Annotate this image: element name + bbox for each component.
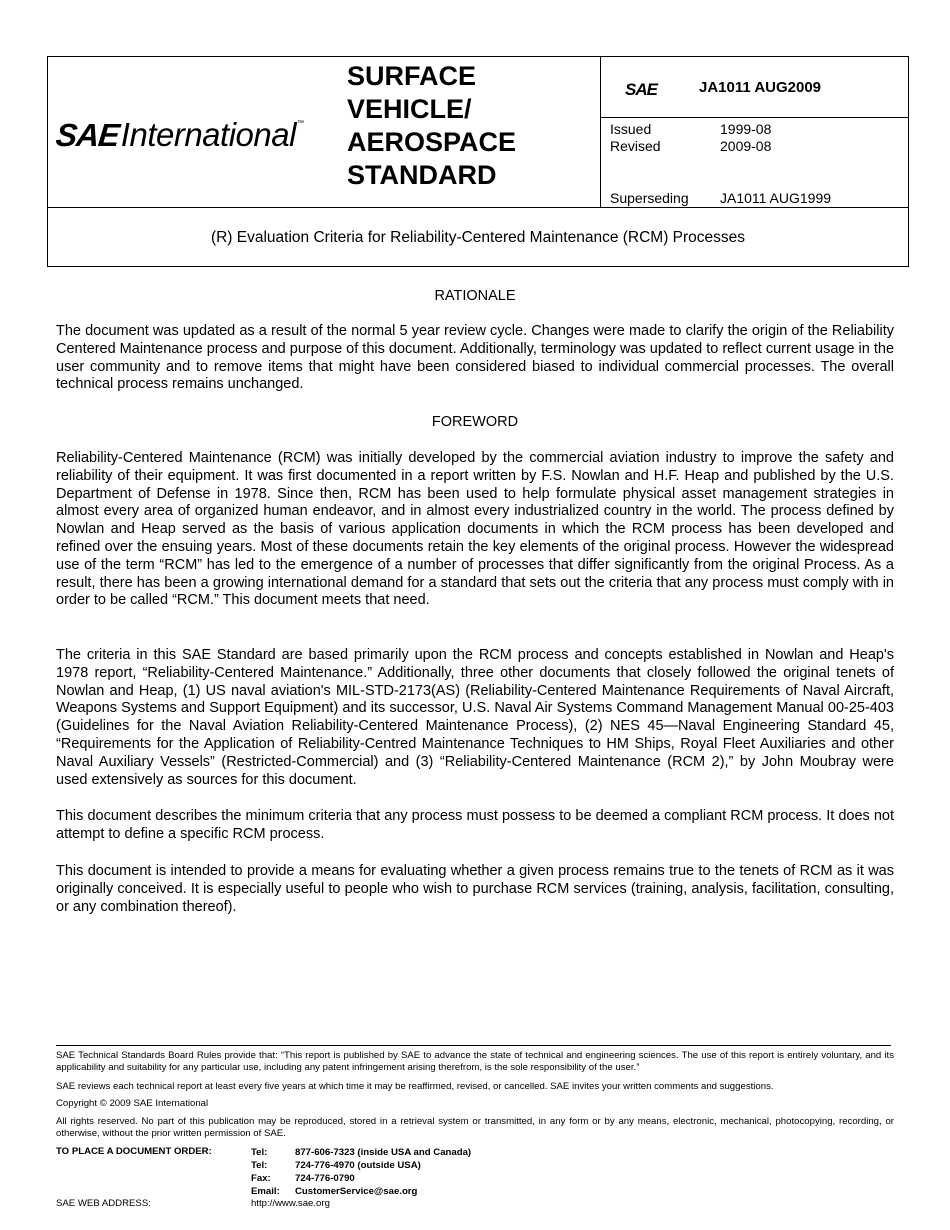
document-header [47,56,909,267]
superseding-value: JA1011 AUG1999 [720,190,832,206]
issued-row [610,121,771,138]
standard-type-line: AEROSPACE [347,127,517,157]
document-info-cell [600,57,908,208]
revised-value: 2009-08 [720,138,772,154]
contact-row [251,1172,355,1185]
web-address-label: SAE WEB ADDRESS: [56,1198,151,1209]
issued-value: 1999-08 [720,121,772,137]
foreword-paragraph: This document describes the minimum criteria that any process must possess to be deemed a compliant RCM process. It does not attempt to define a specific RCM process. [56,808,894,842]
contact-value: 724-776-4970 (outside USA) [295,1160,421,1171]
issued-label: Issued [610,121,652,137]
doc-number-row [601,57,908,118]
contact-label: Fax: [251,1173,271,1184]
standard-type-line: VEHICLE/ [347,94,472,124]
contact-row [251,1159,421,1172]
foreword-paragraph: Reliability-Centered Maintenance (RCM) was initially developed by the commercial aviation industry to improve the safety and reliability of their equipment. It was first documented in a report written by F.S. Nowlan and H.F. Heap and published by the U.S. Department of Defense in 1978. Since then, RCM has been used to help formulate physical asset management strategies in almost every area of organized human endeavor, and in almost every industrialized country in the world. The process defined by Nowlan and Heap served as the basis of various application documents in which the RCM process has been developed and refined over the ensuing years. Most of these documents retain the key elements of the original process. However the widespread use of the term “RCM” has led to the emergence of a number of processes that differ significantly from the original Process. As a result, there has been a growing international demand for a standard that sets out the criteria that any process must comply with in order to be called “RCM.” This document meets that need. [56,450,894,609]
contact-label: Email: [251,1186,280,1197]
logo-mark: SAE [54,117,121,153]
foreword-heading: FOREWORD [431,414,519,430]
contact-row [251,1185,417,1198]
rationale-paragraph: The document was updated as a result of the normal 5 year review cycle. Changes were made to clarify the origin of the Reliability Centered Maintenance process and purpose of this document. Additionally, terminology was updated to reflect current usage in the user community and to remove items that might have been considered biased to individual commercial processes. The overall technical process remains unchanged. [56,323,895,393]
contact-row [251,1146,471,1159]
header-top-row [48,57,908,208]
contact-value: 724-776-0790 [295,1173,355,1184]
standard-type-line: SURFACE [347,61,477,91]
sae-mini-logo: SAE [625,80,657,99]
logo-cell [48,57,348,208]
footer-note: SAE reviews each technical report at least every five years at which time it may be reaffirmed, revised, or cancelled. SAE invites your written comments and suggestions. [56,1081,774,1092]
logo-word: International [120,116,296,153]
email-link[interactable]: CustomerService@sae.org [295,1186,418,1197]
standard-type-line: STANDARD [347,160,497,190]
doc-number: JA1011 AUG2009 [699,79,822,96]
footer-note: All rights reserved. No part of this publication may be reproduced, stored in a retrieval system or transmitted, in any form or by any means, electronic, mechanical, photocopying, recording, or otherwise, without the prior written permission of SAE. [56,1116,894,1140]
rationale-heading: RATIONALE [434,288,516,304]
superseding-label: Superseding [610,190,689,206]
logo-trademark: ™ [296,120,304,127]
document-title: (R) Evaluation Criteria for Reliability-Centered Maintenance (RCM) Processes [210,229,746,246]
foreword-paragraph: The criteria in this SAE Standard are based primarily upon the RCM process and concepts established in Nowlan and Heap's 1978 report, “Reliability-Centered Maintenance.” Additionally, three other documents that closely followed the original tenets of Nowlan and Heap, (1) US naval aviation's MIL-STD-2173(AS) (Reliability-Centered Maintenance Requirements of Naval Aircraft, Weapons Systems and Support Equipment) and its successor, U.S. Naval Air Systems Command Management Manual 00-25-403 (Guidelines for the Naval Aviation Reliability-Centered Maintenance Process), (2) NES 45—Naval Engineering Standard 45, “Requirements for the Application of Reliability-Centred Maintenance Techniques to HM Ships, Royal Fleet Auxiliaries and other Naval Auxiliary Vessels” (Restricted-Commercial) and (3) “Reliability-Centered Maintenance (RCM 2),” by John Moubray were used extensively as sources for this document. [56,647,894,788]
footer-note: SAE Technical Standards Board Rules provide that: “This report is published by SAE to advance the state of technical and engineering sciences. The use of this report is entirely voluntary, and its applicability and suitability for any particular use, including any patent infringement arising therefrom, is the sole responsibility of the user.” [56,1050,894,1074]
sae-international-logo [54,116,304,153]
revised-label: Revised [610,138,661,154]
standard-type-cell [347,57,600,208]
order-label: TO PLACE A DOCUMENT ORDER: [56,1146,212,1157]
foreword-paragraph: This document is intended to provide a means for evaluating whether a given process remains true to the tenets of RCM as it was originally conceived. It is especially useful to people who wish to purchase RCM services (training, analysis, facilitation, consulting, or any combination thereof). [56,863,894,915]
revised-row [610,138,771,155]
contact-label: Tel: [251,1160,268,1171]
contact-value: 877-606-7323 (inside USA and Canada) [295,1147,472,1158]
contact-label: Tel: [251,1147,268,1158]
superseding-row [610,190,831,207]
footer-divider [56,1045,891,1046]
web-address-link[interactable]: http://www.sae.org [251,1198,330,1209]
copyright-note: Copyright © 2009 SAE International [56,1098,209,1109]
